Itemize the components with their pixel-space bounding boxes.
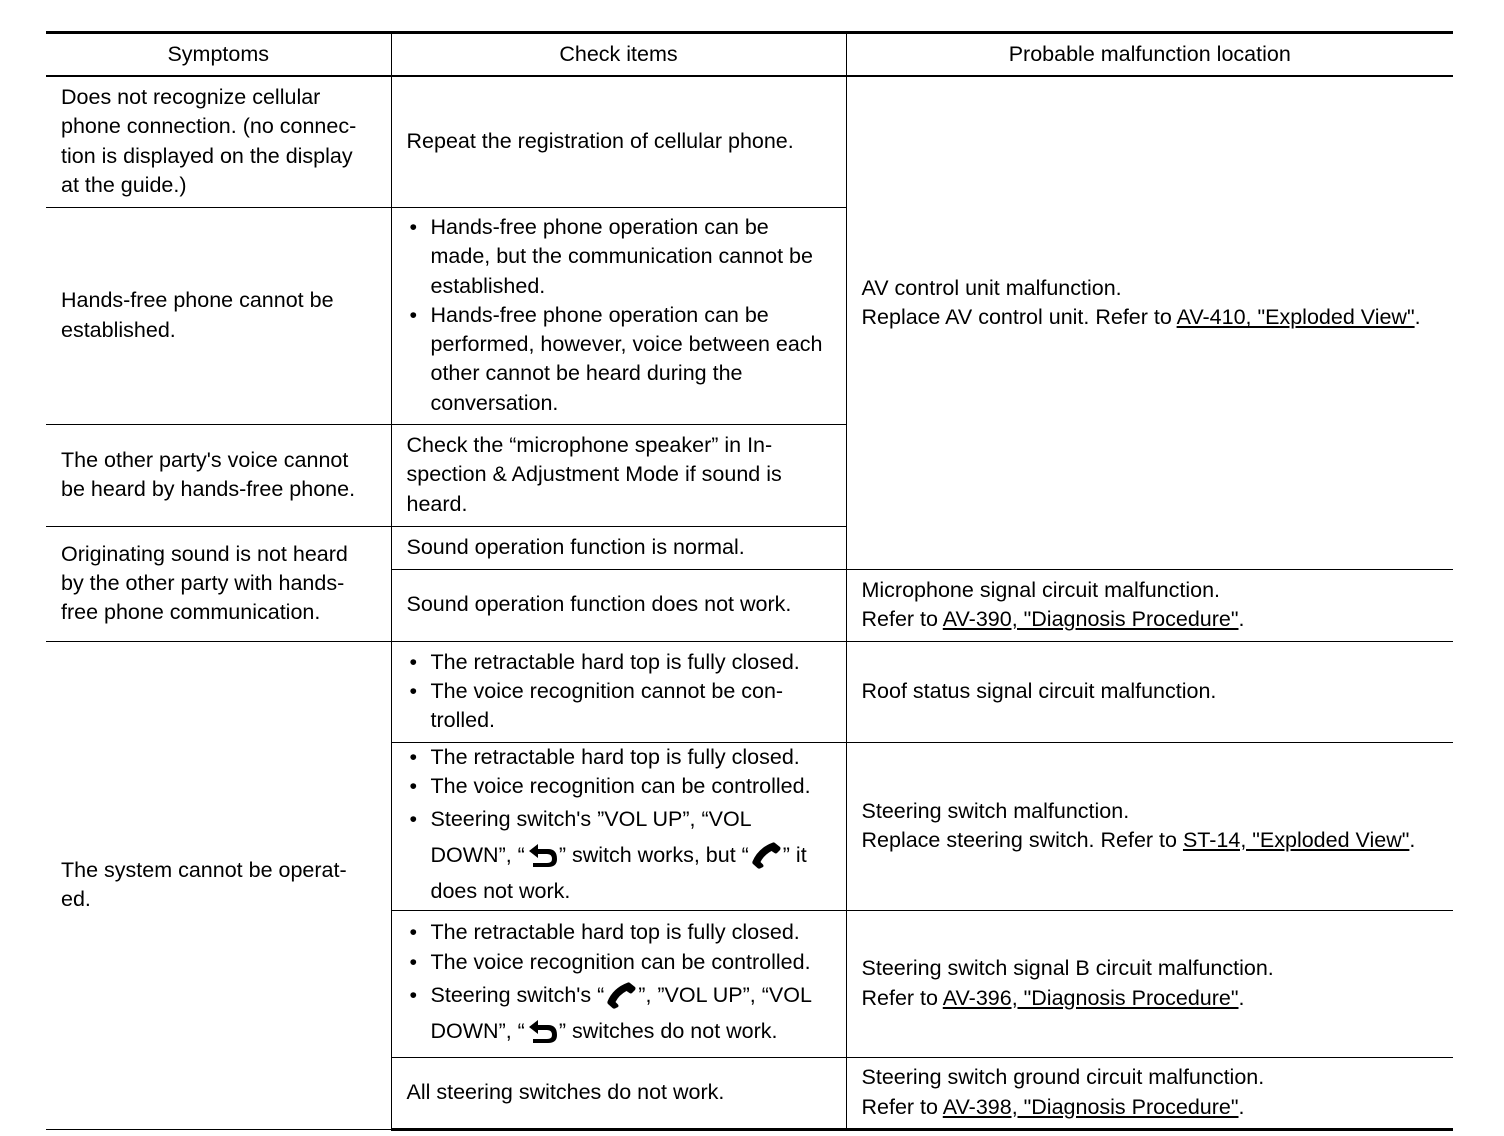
check-bullet: • Steering switch's “ ”, ”VOL UP”, “VOL DOWN”, “ ” switches do not work. [407, 977, 831, 1049]
location-cell [846, 1057, 1453, 1129]
reference-link[interactable]: AV-396, "Diagnosis Procedure" [942, 985, 1239, 1010]
symptom-cell: Originating sound is not heard by the other party with hands-free phone communication. [46, 526, 391, 641]
location-cell [846, 76, 1453, 569]
check-bullet-list [407, 743, 831, 910]
reference-link[interactable]: ST-14, "Exploded View" [1182, 828, 1410, 852]
check-bullet-list [407, 213, 831, 418]
check-bullet: • The voice recognition can be controlled. [407, 948, 831, 977]
check-cell: Check the “microphone speaker” in In-spection & Adjustment Mode if sound is heard. [391, 424, 846, 526]
check-cell [391, 207, 846, 424]
back-arrow-icon [525, 1017, 559, 1045]
location-cell [846, 742, 1453, 910]
header-check-items: Check items [391, 33, 846, 77]
check-bullet-list [407, 648, 831, 736]
symptom-cell: The other party's voice cannot be heard by hands-free phone. [46, 424, 391, 526]
header-symptoms: Symptoms [46, 33, 391, 77]
check-cell: Sound operation function is normal. [391, 526, 846, 569]
symptom-cell: Does not recognize cellular phone connection. (no connec-tion is displayed on the display at the guide.) [46, 76, 391, 207]
check-bullet: • The voice recognition cannot be con-trolled. [407, 677, 831, 736]
check-cell [391, 910, 846, 1057]
check-bullet: • The retractable hard top is fully closed. [407, 648, 831, 677]
check-cell [391, 641, 846, 742]
location-ref-line: Replace AV control unit. Refer to AV-410, "Exploded View". [861, 305, 1421, 330]
back-arrow-icon [525, 841, 559, 869]
location-text: Steering switch malfunction. [861, 798, 1130, 823]
location-text: Steering switch signal B circuit malfunction. [861, 956, 1274, 981]
check-bullet-list [407, 918, 831, 1049]
location-ref-line: Replace steering switch. Refer to ST-14, "Exploded View". [861, 828, 1416, 852]
table-row [46, 76, 1453, 207]
location-ref-line: Refer to AV-398, "Diagnosis Procedure". [861, 1094, 1245, 1119]
phone-handset-icon [604, 981, 638, 1009]
symptom-cell: Hands-free phone cannot be established. [46, 207, 391, 424]
location-text: Microphone signal circuit malfunction. [861, 577, 1220, 602]
location-ref-line: Refer to AV-390, "Diagnosis Procedure". [861, 607, 1245, 631]
check-bullet: • The retractable hard top is fully closed. [407, 918, 831, 947]
symptom-cell: The system cannot be operat-ed. [46, 641, 391, 1129]
reference-link[interactable]: AV-398, "Diagnosis Procedure" [942, 1094, 1239, 1119]
check-bullet: • Hands-free phone operation can be performed, however, voice between each other cannot be heard during the conversation. [407, 301, 831, 418]
location-ref-line: Refer to AV-396, "Diagnosis Procedure". [861, 985, 1245, 1010]
location-cell: Roof status signal circuit malfunction. [846, 641, 1453, 742]
header-probable-location: Probable malfunction location [846, 33, 1453, 77]
location-cell [846, 569, 1453, 641]
table-row [46, 641, 1453, 742]
check-cell: Repeat the registration of cellular phone. [391, 76, 846, 207]
location-text: Steering switch ground circuit malfunction. [861, 1065, 1265, 1090]
reference-link[interactable]: AV-410, "Exploded View" [1176, 305, 1415, 330]
header-row [46, 33, 1453, 77]
diagnosis-table [46, 31, 1453, 1131]
check-bullet: • Hands-free phone operation can be made, but the communication cannot be established. [407, 213, 831, 301]
check-cell [391, 742, 846, 910]
reference-link[interactable]: AV-390, "Diagnosis Procedure" [942, 607, 1239, 631]
phone-handset-icon [749, 841, 783, 869]
check-bullet: • Steering switch's ”VOL UP”, “VOL DOWN”, “ ” switch works, but “ ” it does not work. [407, 801, 831, 909]
check-bullet: • The voice recognition can be controlled. [407, 772, 831, 801]
check-cell: All steering switches do not work. [391, 1057, 846, 1129]
check-bullet: • The retractable hard top is fully closed. [407, 743, 831, 772]
check-cell: Sound operation function does not work. [391, 569, 846, 641]
location-text: AV control unit malfunction. [861, 276, 1122, 300]
location-cell [846, 910, 1453, 1057]
